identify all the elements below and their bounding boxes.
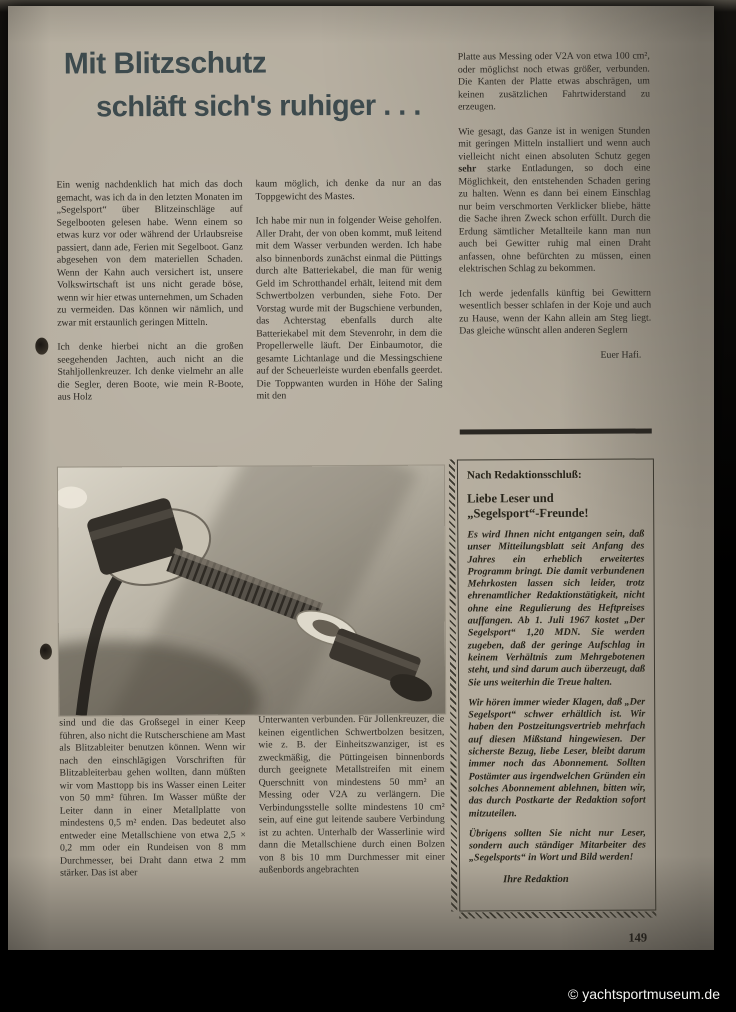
- paragraph: Es wird Ihnen nicht entgangen sein, daß unser Mitteilungsblatt seit Anfang des Jahres ein erheblich erweitertes Programm bringt. Die damit verbundenen Mehrkosten lassen sich leider, trotz ehrenamtlicher Redaktionstätigkeit, nicht ohne eine Regulierung des Heftpreises auffangen. Ab 1. Juli 1967 kostet „Der Segelsport“ 1,20 MDN. Sie werden zugeben, daß der geringe Aufschlag in keinem Verhältnis zum Mehrgebotenen steht, und sind darum auch überzeugt, daß Sie uns weiterhin die Treue halten.: [467, 528, 646, 689]
- article-photo: [58, 466, 445, 716]
- paragraph: Ich denke hierbei nicht an die großen seegehenden Jachten, auch nicht an die Stahljollenkreuzer. Ich denke vielmehr an alle die Segler, deren Boote, wie mein R-Boote, aus Holz: [57, 340, 244, 403]
- binder-hole: [35, 338, 48, 355]
- editorial-note-box: [457, 458, 656, 911]
- editorial-box-left-hatch: [449, 460, 457, 912]
- paragraph-text: Wie gesagt, das Ganze ist in wenigen Stunden mit geringen Mitteln installiert und wenn auch vielleicht nicht einen absoluten Schutz gegen: [458, 124, 651, 162]
- headline-line-1: Mit Blitzschutz: [63, 46, 267, 81]
- column-3-top: [458, 50, 652, 427]
- section-divider-rule: [460, 428, 652, 434]
- paragraph: [458, 125, 651, 276]
- article-headline: [64, 46, 421, 125]
- page-content: [6, 4, 717, 952]
- column-2-bottom: [258, 714, 445, 949]
- bolt-photo-illustration: [58, 466, 445, 716]
- paper-sheet: [8, 6, 714, 950]
- paragraph: Ich habe mir nun in folgender Weise geholfen. Aller Draht, der von oben kommt, muß leitend mit dem Wasser verbunden werden. Ich habe also binnenbords zunächst einmal die Püttings durch alte Batteriekabel, die man für wenig Geld im Schrotthandel erhält, leitend mit dem Schwertbolzen verbunden, siehe Foto. Der Vorstag wurde mit der Bugschiene verbunden, das Achterstag ebenfalls durch alte Batteriekabel mit dem Stevenrohr, in dem die Propellerwelle läuft. Der Einbaumotor, die gesamte Lichtanlage und die Messingschiene auf der Scheuerleiste wurden ebenfalls geerdet. Die Toppwanten wurden in Höhe der Saling mit den: [255, 214, 443, 402]
- paragraph: Unterwanten verbunden. Für Jollenkreuzer, die keinen eigentlichen Schwertbolzen besitzen, wie z. B. der Einheitszwanziger, ist es zweckmäßig, die Püttingeisen binnenbords durch geeignete Metallstreifen mit einem Querschnitt von mindestens 50 mm² an Messing oder V2A zu verlängern. Die Verbindungsstelle sollte mindestens 10 cm² sein, auf eine gut leitende saubere Verbindung ist zu achten. Unterhalb der Wasserlinie wird dann die Metallschiene durch einen Bolzen von 8 bis 10 mm Durchmesser mit einer außenbords angebrachten: [258, 713, 446, 876]
- paragraph: kaum möglich, ich denke da nur an das Toppgewicht des Mastes.: [255, 177, 442, 203]
- page-number: 149: [628, 930, 648, 945]
- editorial-signoff: Ihre Redaktion: [503, 873, 569, 885]
- watermark: [568, 986, 720, 1002]
- paragraph: Übrigens sollten Sie nicht nur Leser, sondern auch ständiger Mitarbeiter des „Segelsports“ in Wort und Bild werden!: [468, 827, 646, 864]
- author-signoff: Euer Hafi.: [600, 349, 642, 361]
- paragraph: Platte aus Messing oder V2A von etwa 100 cm², oder möglichst noch etwas größer, verbunden. Die Kanten der Platte etwas abschrägen, um keinen zusätzlichen Fahrtwiderstand zu erzeugen.: [457, 50, 651, 113]
- paragraph-text: starke Entladungen, so doch eine Möglichkeit, den entstehenden Schaden gering zu halten. Wenn es dann bei einem Einschlag nur beim verschmorten Verklicker bliebe, hätte die Sache ihren Zweck schon erfüllt. Durch die Erdung sämtlicher Metallteile kann man nun auch bei Gewitter ruhig mal einen Draht anfassen, ohne befürchten zu müssen, einen elektrischen Schlag zu bekommen.: [458, 162, 651, 275]
- paragraph: Ein wenig nachdenklich hat mich das doch gemacht, was ich da in den letzten Monaten im „Segelsport“ über Blitzeinschläge auf Segelbooten gelesen habe. Wenn einem so etwas kurz vor oder während der Urlaubsreise passiert, dann ade, Ferien mit Segelboot. Ganz abgesehen von dem materiellen Schaden. Wenn der Kahn auch versichert ist, unsere Volkswirtschaft ist uns nicht gerade böse, wenn wir hier etwas unternehmen, um Schaden zu vermeiden. Das können wir nämlich, und zwar mit erstaunlich geringen Mitteln.: [56, 178, 244, 329]
- paragraph: sind und die das Großsegel in einer Keep führen, also nicht die Rutscherschiene am Mast als Blitzableiter benutzen können. Wenn wir nach den einschlägigen Vorschriften für Blitzableiterbau gehen wollten, dann müßten wir vom Masttopp bis ins Wasser einen Leiter von 50 mm² führen. Im Wasser müßte der Leiter dann in einer Metallplatte von mindestens 0,5 m² enden. Das bedeutet also entweder eine Metallschiene von etwa 2,5 × 0,2 mm oder ein Rundeisen von 8 mm Durchmesser, bei Draht dann etwa 2 mm stärker. Das ist aber: [59, 716, 247, 879]
- column-1-bottom: [59, 717, 246, 934]
- editorial-heading-line-1: Liebe Leser und: [467, 490, 554, 506]
- column-1-top: [56, 179, 243, 466]
- paragraph: Ich werde jedenfalls künftig bei Gewittern wesentlich besser schlafen in der Koje und auch zu Hause, wenn der Kahn allein am Steg liegt. Das gleiche wünscht allen anderen Seglern: [459, 286, 652, 337]
- paragraph: Wir hören immer wieder Klagen, daß „Der Segelsport“ schwer erhältlich ist. Wir haben den Postzeitungsvertrieb mehrfach auf diesen Mißstand hingewiesen. Der sicherste Bezug, liebe Leser, bleibt darum immer noch das Abonnement. Sollten Postämter aus irgendwelchen Gründen ein solches Abonnement ablehnen, bitten wir, das durch Postkarte der Redaktion sofort mitzuteilen.: [468, 696, 646, 819]
- watermark-text: yachtsportmuseum.de: [582, 986, 720, 1002]
- editorial-box-bottom-hatch: [459, 911, 656, 918]
- copyright-icon: ©: [567, 986, 579, 1002]
- editorial-kicker: Nach Redaktionsschluß:: [466, 468, 582, 482]
- headline-line-2: schläft sich's ruhiger . . .: [95, 89, 422, 124]
- emphasized-word: sehr: [458, 163, 477, 175]
- editorial-body: [467, 529, 646, 866]
- binder-hole: [40, 644, 52, 660]
- editorial-heading-line-2: „Segelsport“-Freunde!: [467, 505, 589, 521]
- column-2-top: [255, 178, 442, 465]
